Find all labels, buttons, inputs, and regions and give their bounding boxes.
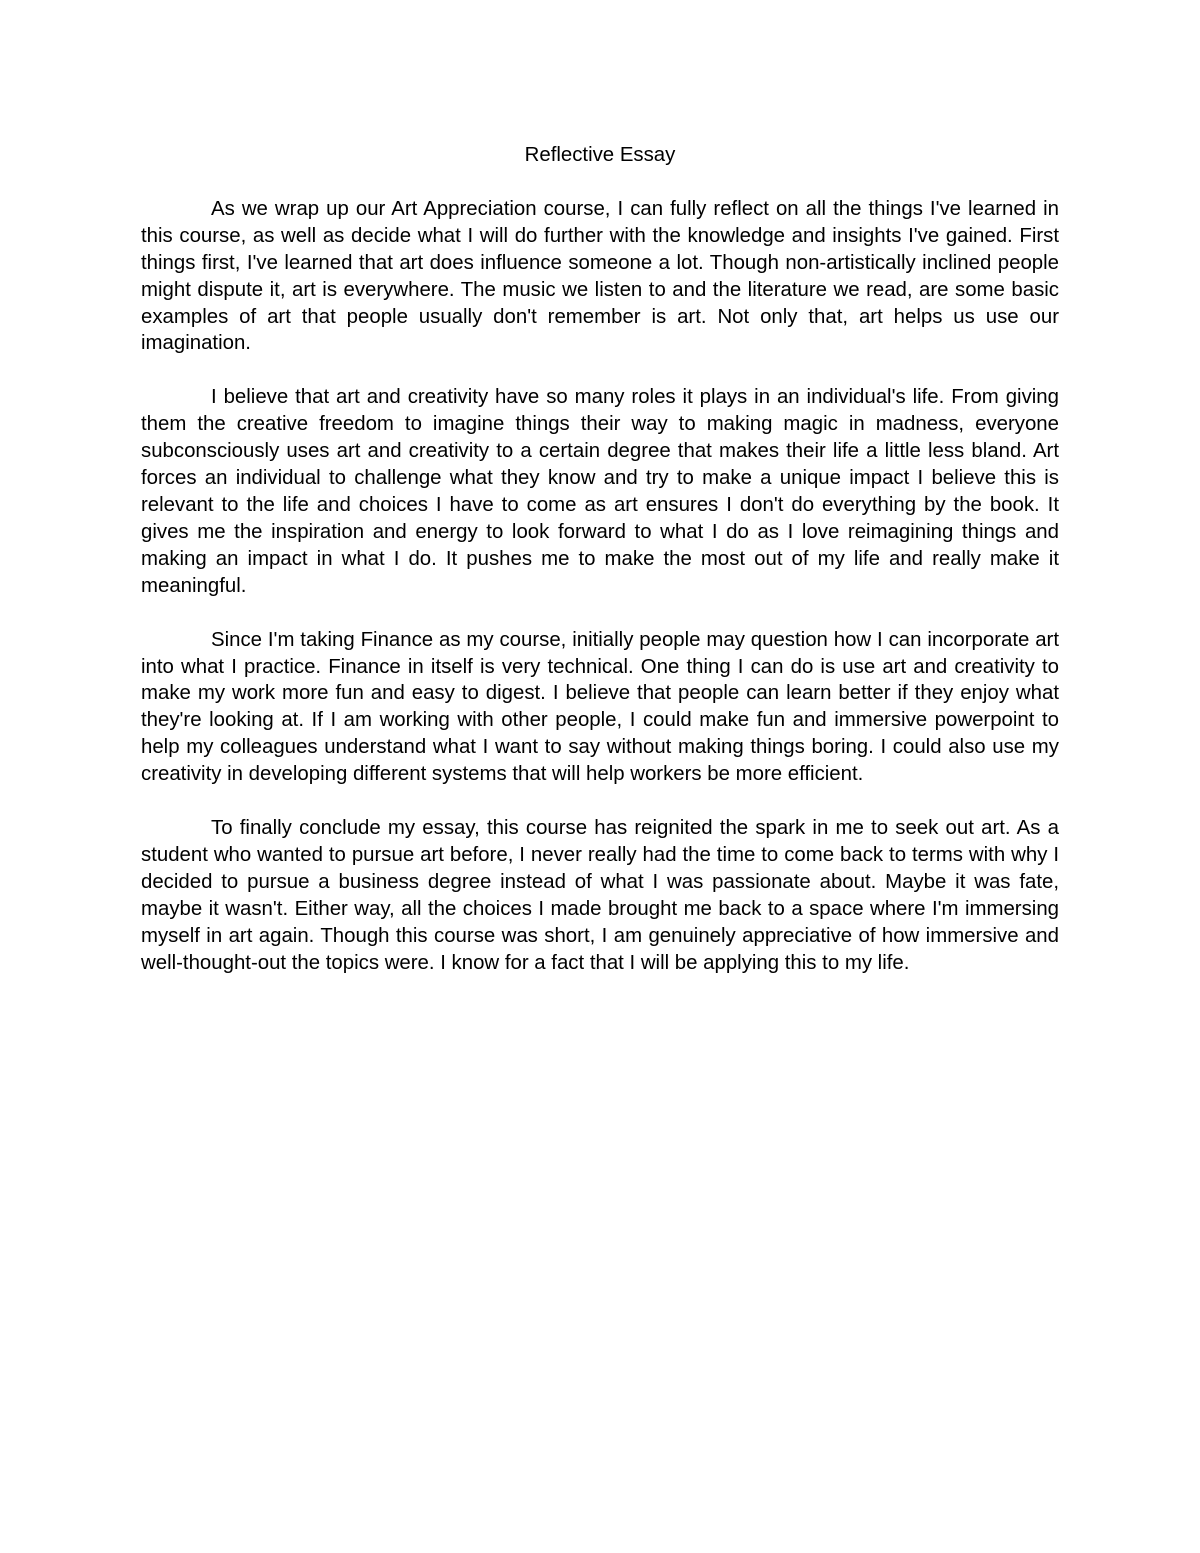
essay-body <box>141 142 1059 976</box>
essay-paragraph-4: To finally conclude my essay, this course has reignited the spark in me to seek out art. As a student who wanted to pursue art before, I never really had the time to come back to terms with why I decided to pursue a business degree instead of what I was passionate about. Maybe it was fate, maybe it wasn't. Either way, all the choices I made brought me back to a space where I'm immersing myself in art again. Though this course was short, I am genuinely appreciative of how immersive and well-thought-out the topics were. I know for a fact that I will be applying this to my life. <box>141 817 1059 974</box>
essay-paragraph-2: I believe that art and creativity have so many roles it plays in an individual's life. From giving them the creative freedom to imagine things their way to making magic in madness, everyone subconsciously uses art and creativity to a certain degree that makes their life a little less bland. Art forces an individual to challenge what they know and try to make a unique impact I believe this is relevant to the life and choices I have to come as art ensures I don't do everything by the book. It gives me the inspiration and energy to look forward to what I do as I love reimagining things and making an impact in what I do. It pushes me to make the most out of my life and really make it meaningful. <box>141 386 1059 597</box>
essay-title: Reflective Essay <box>524 144 676 166</box>
essay-paragraph-1: As we wrap up our Art Appreciation course, I can fully reflect on all the things I've learned in this course, as well as decide what I will do further with the knowledge and insights I've gained. First things first, I've learned that art does influence someone a lot. Though non-artistically inclined people might dispute it, art is everywhere. The music we listen to and the literature we read, are some basic examples of art that people usually don't remember is art. Not only that, art helps us use our imagination. <box>141 197 1059 355</box>
essay-paragraph-3: Since I'm taking Finance as my course, initially people may question how I can incorporate art into what I practice. Finance in itself is very technical. One thing I can do is use art and creativity to make my work more fun and easy to digest. I believe that people can learn better if they enjoy what they're looking at. If I am working with other people, I could make fun and immersive powerpoint to help my colleagues understand what I want to say without making things boring. I could also use my creativity in developing different systems that will help workers be more efficient. <box>141 628 1059 786</box>
